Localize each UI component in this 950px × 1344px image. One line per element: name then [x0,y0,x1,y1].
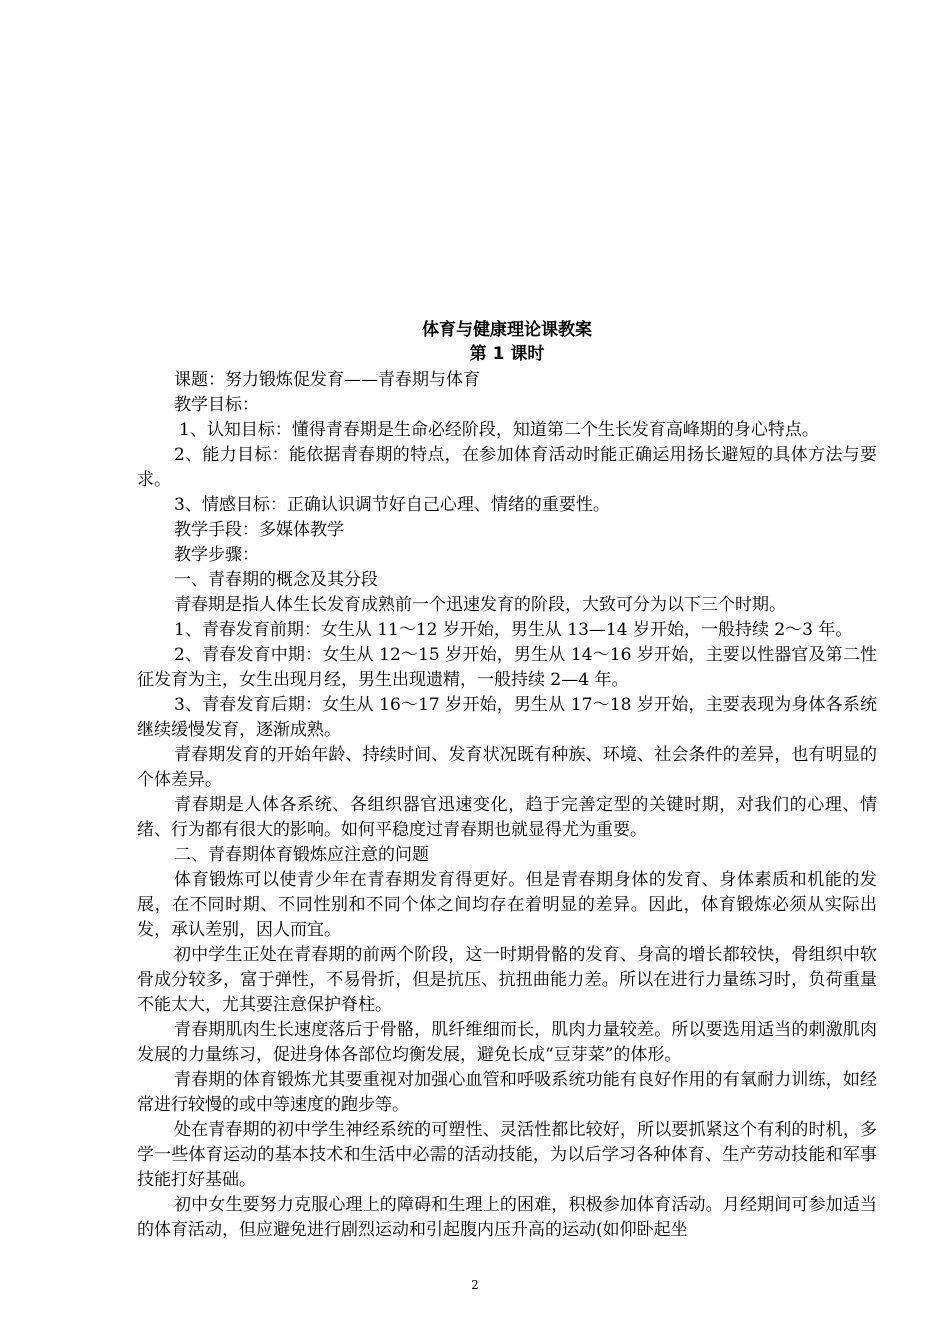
teaching-steps-heading: 教学步骤： [174,545,259,565]
section-heading-2: 二、青春期体育锻炼应注意的问题 [174,845,429,865]
section-heading-1: 一、青春期的概念及其分段 [174,570,378,590]
objectives-heading: 教学目标： [174,395,259,415]
document-body [137,318,877,1243]
objective-emotional: 3、情感目标：正确认识调节好自己心理、情绪的重要性。 [174,495,610,515]
paragraph-differences: 青春期发育的开始年龄、持续时间、发育状况既有种族、环境、社会条件的差异，也有明显的个体差异。 [137,745,877,790]
lesson-number: 第 1 课时 [469,344,545,364]
paragraph-late-puberty: 3、青春发育后期：女生从 16～17 岁开始，男生从 17～18 岁开始，主要表现为身体各系统继续缓慢发育，逐渐成熟。 [137,695,877,740]
paragraph-aerobic-training: 青春期的体育锻炼尤其要重视对加强心血管和呼吸系统功能有良好作用的有氧耐力训练，如经常进行较慢的或中等速度的跑步等。 [137,1070,877,1115]
paragraph-bone-development: 初中学生正处在青春期的前两个阶段，这一时期骨骼的发育、身高的增长都较快，骨组织中软骨成分较多，富于弹性，不易骨折，但是抗压、抗扭曲能力差。所以在进行力量练习时，负荷重量不能太大，尤其要注意保护脊柱。 [137,945,877,1015]
paragraph-early-puberty: 1、青春发育前期：女生从 11～12 岁开始，男生从 13—14 岁开始，一般持续 2～3 年。 [174,620,853,640]
lesson-topic: 课题：努力锻炼促发育——青春期与体育 [174,370,480,390]
page-number: 2 [471,1278,479,1292]
paragraph-nervous-system: 处在青春期的初中学生神经系统的可塑性、灵活性都比较好，所以要抓紧这个有利的时机，多学一些体育运动的基本技术和生活中必需的活动技能，为以后学习各种体育、生产劳动技能和军事技能打好基础。 [137,1120,877,1190]
paragraph-puberty-definition: 青春期是指人体生长发育成熟前一个迅速发育的阶段，大致可分为以下三个时期。 [174,595,786,615]
teaching-means: 教学手段：多媒体教学 [174,520,344,540]
paragraph-middle-puberty: 2、青春发育中期：女生从 12～15 岁开始，男生从 14～16 岁开始，主要以性器官及第二性征发育为主，女生出现月经，男生出现遗精，一般持续 2—4 年。 [137,645,877,690]
document-title: 体育与健康理论课教案 [422,320,592,340]
paragraph-muscle-growth: 青春期肌肉生长速度落后于骨骼，肌纤维细而长，肌肉力量较差。所以要选用适当的刺激肌肉发展的力量练习，促进身体各部位均衡发展，避免长成“豆芽菜”的体形。 [137,1020,877,1065]
objective-cognitive: 1、认知目标：懂得青春期是生命必经阶段，知道第二个生长发育高峰期的身心特点。 [179,420,819,440]
paragraph-exercise-benefits: 体育锻炼可以使青少年在青春期发育得更好。但是青春期身体的发育、身体素质和机能的发展，在不同时期、不同性别和不同个体之间均存在着明显的差异。因此，体育锻炼必须从实际出发，承认差别，因人而宜。 [137,870,877,940]
paragraph-key-period: 青春期是人体各系统、各组织器官迅速变化，趋于完善定型的关键时期，对我们的心理、情绪、行为都有很大的影响。如何平稳度过青春期也就显得尤为重要。 [137,795,877,840]
objective-ability: 2、能力目标：能依据青春期的特点，在参加体育活动时能正确运用扬长避短的具体方法与要求。 [137,445,877,490]
paragraph-female-students: 初中女生要努力克服心理上的障碍和生理上的困难，积极参加体育活动。月经期间可参加适当的体育活动，但应避免进行剧烈运动和引起腹内压升高的运动(如仰卧起坐 [137,1195,877,1240]
